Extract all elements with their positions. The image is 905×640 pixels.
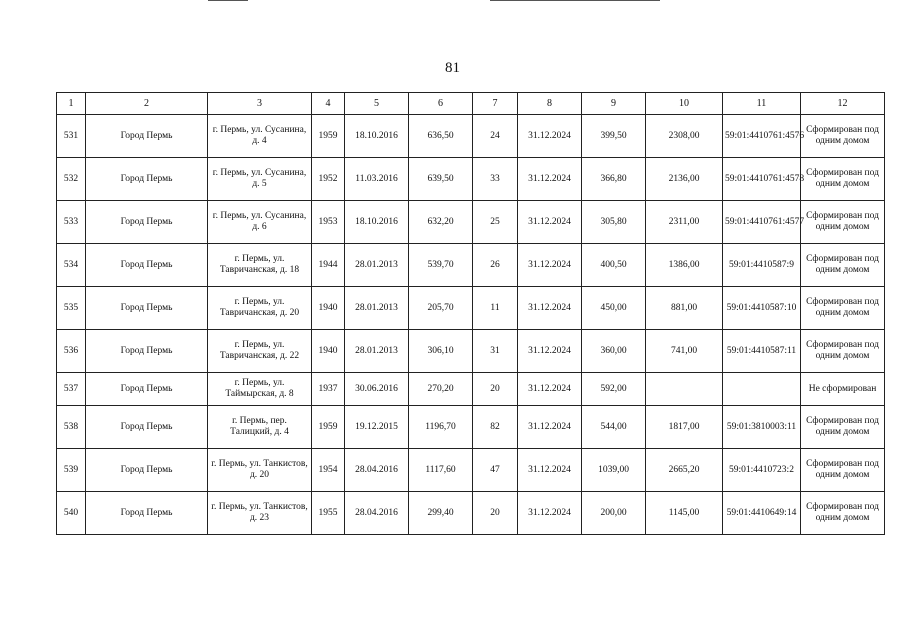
year-built-cell: 1944: [312, 244, 345, 287]
year-built-cell: 1940: [312, 287, 345, 330]
address-cell: г. Пермь, ул. Тавричанская, д. 18: [208, 244, 312, 287]
plot-area-cell: 1386,00: [646, 244, 723, 287]
column-number-header: 8: [518, 93, 582, 115]
plot-area-cell: 741,00: [646, 330, 723, 373]
area-cell: 539,70: [409, 244, 473, 287]
value-cell: 544,00: [582, 406, 646, 449]
area-cell: 270,20: [409, 373, 473, 406]
column-number-header: 1: [57, 93, 86, 115]
table-row: [57, 244, 885, 287]
address-cell: г. Пермь, ул. Тавричанская, д. 22: [208, 330, 312, 373]
deadline-cell: 31.12.2024: [518, 330, 582, 373]
address-cell: г. Пермь, ул. Сусанина, д. 5: [208, 158, 312, 201]
value-cell: 450,00: [582, 287, 646, 330]
plot-status-cell: Сформирован под одним домом: [801, 406, 885, 449]
municipality-cell: Город Пермь: [86, 158, 208, 201]
plot-status-cell: Сформирован под одним домом: [801, 244, 885, 287]
table-row: [57, 406, 885, 449]
date-cell: 28.01.2013: [345, 330, 409, 373]
residents-cell: 82: [473, 406, 518, 449]
deadline-cell: 31.12.2024: [518, 115, 582, 158]
column-number-header-row: [57, 93, 885, 115]
column-number-header: 9: [582, 93, 646, 115]
year-built-cell: 1953: [312, 201, 345, 244]
year-built-cell: 1952: [312, 158, 345, 201]
row-number-cell: 534: [57, 244, 86, 287]
plot-status-cell: Сформирован под одним домом: [801, 158, 885, 201]
table-row: [57, 373, 885, 406]
municipality-cell: Город Пермь: [86, 492, 208, 535]
row-number-cell: 537: [57, 373, 86, 406]
cadastral-number-cell: 59:01:4410587:9: [723, 244, 801, 287]
deadline-cell: 31.12.2024: [518, 158, 582, 201]
municipality-cell: Город Пермь: [86, 201, 208, 244]
cadastral-number-cell: 59:01:4410723:2: [723, 449, 801, 492]
page-number: 81: [445, 60, 460, 76]
value-cell: 305,80: [582, 201, 646, 244]
address-cell: г. Пермь, ул. Таймырская, д. 8: [208, 373, 312, 406]
value-cell: 366,80: [582, 158, 646, 201]
value-cell: 360,00: [582, 330, 646, 373]
column-number-header: 10: [646, 93, 723, 115]
row-number-cell: 539: [57, 449, 86, 492]
row-number-cell: 531: [57, 115, 86, 158]
scan-edge-mark-right: [490, 0, 660, 1]
value-cell: 400,50: [582, 244, 646, 287]
address-cell: г. Пермь, ул. Сусанина, д. 6: [208, 201, 312, 244]
cadastral-number-cell: [723, 373, 801, 406]
municipality-cell: Город Пермь: [86, 287, 208, 330]
table-row: [57, 449, 885, 492]
plot-area-cell: 2665,20: [646, 449, 723, 492]
scan-edge-mark-left: [208, 0, 248, 1]
column-number-header: 6: [409, 93, 473, 115]
area-cell: 299,40: [409, 492, 473, 535]
deadline-cell: 31.12.2024: [518, 244, 582, 287]
column-number-header: 5: [345, 93, 409, 115]
table-row: [57, 492, 885, 535]
value-cell: 1039,00: [582, 449, 646, 492]
plot-status-cell: Сформирован под одним домом: [801, 492, 885, 535]
residents-cell: 31: [473, 330, 518, 373]
date-cell: 28.04.2016: [345, 449, 409, 492]
plot-area-cell: 1817,00: [646, 406, 723, 449]
column-number-header: 3: [208, 93, 312, 115]
table-row: [57, 330, 885, 373]
row-number-cell: 533: [57, 201, 86, 244]
cadastral-number-cell: 59:01:4410761:4576: [723, 115, 801, 158]
address-cell: г. Пермь, пер. Талицкий, д. 4: [208, 406, 312, 449]
date-cell: 28.01.2013: [345, 287, 409, 330]
deadline-cell: 31.12.2024: [518, 201, 582, 244]
year-built-cell: 1959: [312, 115, 345, 158]
table-row: [57, 115, 885, 158]
plot-status-cell: Сформирован под одним домом: [801, 201, 885, 244]
value-cell: 200,00: [582, 492, 646, 535]
municipality-cell: Город Пермь: [86, 373, 208, 406]
date-cell: 18.10.2016: [345, 115, 409, 158]
municipality-cell: Город Пермь: [86, 244, 208, 287]
area-cell: 639,50: [409, 158, 473, 201]
row-number-cell: 536: [57, 330, 86, 373]
address-cell: г. Пермь, ул. Танкистов, д. 23: [208, 492, 312, 535]
municipality-cell: Город Пермь: [86, 330, 208, 373]
date-cell: 18.10.2016: [345, 201, 409, 244]
table-row: [57, 158, 885, 201]
table-row: [57, 201, 885, 244]
deadline-cell: 31.12.2024: [518, 287, 582, 330]
plot-status-cell: Сформирован под одним домом: [801, 330, 885, 373]
deadline-cell: 31.12.2024: [518, 449, 582, 492]
plot-area-cell: [646, 373, 723, 406]
date-cell: 19.12.2015: [345, 406, 409, 449]
residents-cell: 24: [473, 115, 518, 158]
column-number-header: 7: [473, 93, 518, 115]
cadastral-number-cell: 59:01:4410761:4577: [723, 201, 801, 244]
year-built-cell: 1940: [312, 330, 345, 373]
residents-cell: 20: [473, 492, 518, 535]
area-cell: 1117,60: [409, 449, 473, 492]
area-cell: 636,50: [409, 115, 473, 158]
residents-cell: 25: [473, 201, 518, 244]
table-row: [57, 287, 885, 330]
plot-area-cell: 881,00: [646, 287, 723, 330]
plot-status-cell: Сформирован под одним домом: [801, 287, 885, 330]
plot-status-cell: Сформирован под одним домом: [801, 115, 885, 158]
plot-area-cell: 2308,00: [646, 115, 723, 158]
residents-cell: 47: [473, 449, 518, 492]
column-number-header: 11: [723, 93, 801, 115]
plot-area-cell: 2136,00: [646, 158, 723, 201]
year-built-cell: 1959: [312, 406, 345, 449]
address-cell: г. Пермь, ул. Сусанина, д. 4: [208, 115, 312, 158]
address-cell: г. Пермь, ул. Танкистов, д. 20: [208, 449, 312, 492]
year-built-cell: 1954: [312, 449, 345, 492]
row-number-cell: 540: [57, 492, 86, 535]
deadline-cell: 31.12.2024: [518, 406, 582, 449]
date-cell: 28.04.2016: [345, 492, 409, 535]
plot-status-cell: Не сформирован: [801, 373, 885, 406]
date-cell: 28.01.2013: [345, 244, 409, 287]
plot-area-cell: 2311,00: [646, 201, 723, 244]
municipality-cell: Город Пермь: [86, 449, 208, 492]
registry-table: [56, 92, 885, 535]
municipality-cell: Город Пермь: [86, 115, 208, 158]
cadastral-number-cell: 59:01:3810003:11: [723, 406, 801, 449]
row-number-cell: 535: [57, 287, 86, 330]
year-built-cell: 1955: [312, 492, 345, 535]
column-number-header: 2: [86, 93, 208, 115]
residents-cell: 26: [473, 244, 518, 287]
area-cell: 632,20: [409, 201, 473, 244]
row-number-cell: 532: [57, 158, 86, 201]
residents-cell: 20: [473, 373, 518, 406]
cadastral-number-cell: 59:01:4410761:4578: [723, 158, 801, 201]
column-number-header: 12: [801, 93, 885, 115]
municipality-cell: Город Пермь: [86, 406, 208, 449]
residents-cell: 11: [473, 287, 518, 330]
date-cell: 30.06.2016: [345, 373, 409, 406]
area-cell: 1196,70: [409, 406, 473, 449]
area-cell: 205,70: [409, 287, 473, 330]
address-cell: г. Пермь, ул. Тавричанская, д. 20: [208, 287, 312, 330]
value-cell: 399,50: [582, 115, 646, 158]
cadastral-number-cell: 59:01:4410649:14: [723, 492, 801, 535]
deadline-cell: 31.12.2024: [518, 373, 582, 406]
date-cell: 11.03.2016: [345, 158, 409, 201]
cadastral-number-cell: 59:01:4410587:11: [723, 330, 801, 373]
plot-area-cell: 1145,00: [646, 492, 723, 535]
value-cell: 592,00: [582, 373, 646, 406]
column-number-header: 4: [312, 93, 345, 115]
area-cell: 306,10: [409, 330, 473, 373]
residents-cell: 33: [473, 158, 518, 201]
year-built-cell: 1937: [312, 373, 345, 406]
deadline-cell: 31.12.2024: [518, 492, 582, 535]
cadastral-number-cell: 59:01:4410587:10: [723, 287, 801, 330]
row-number-cell: 538: [57, 406, 86, 449]
plot-status-cell: Сформирован под одним домом: [801, 449, 885, 492]
